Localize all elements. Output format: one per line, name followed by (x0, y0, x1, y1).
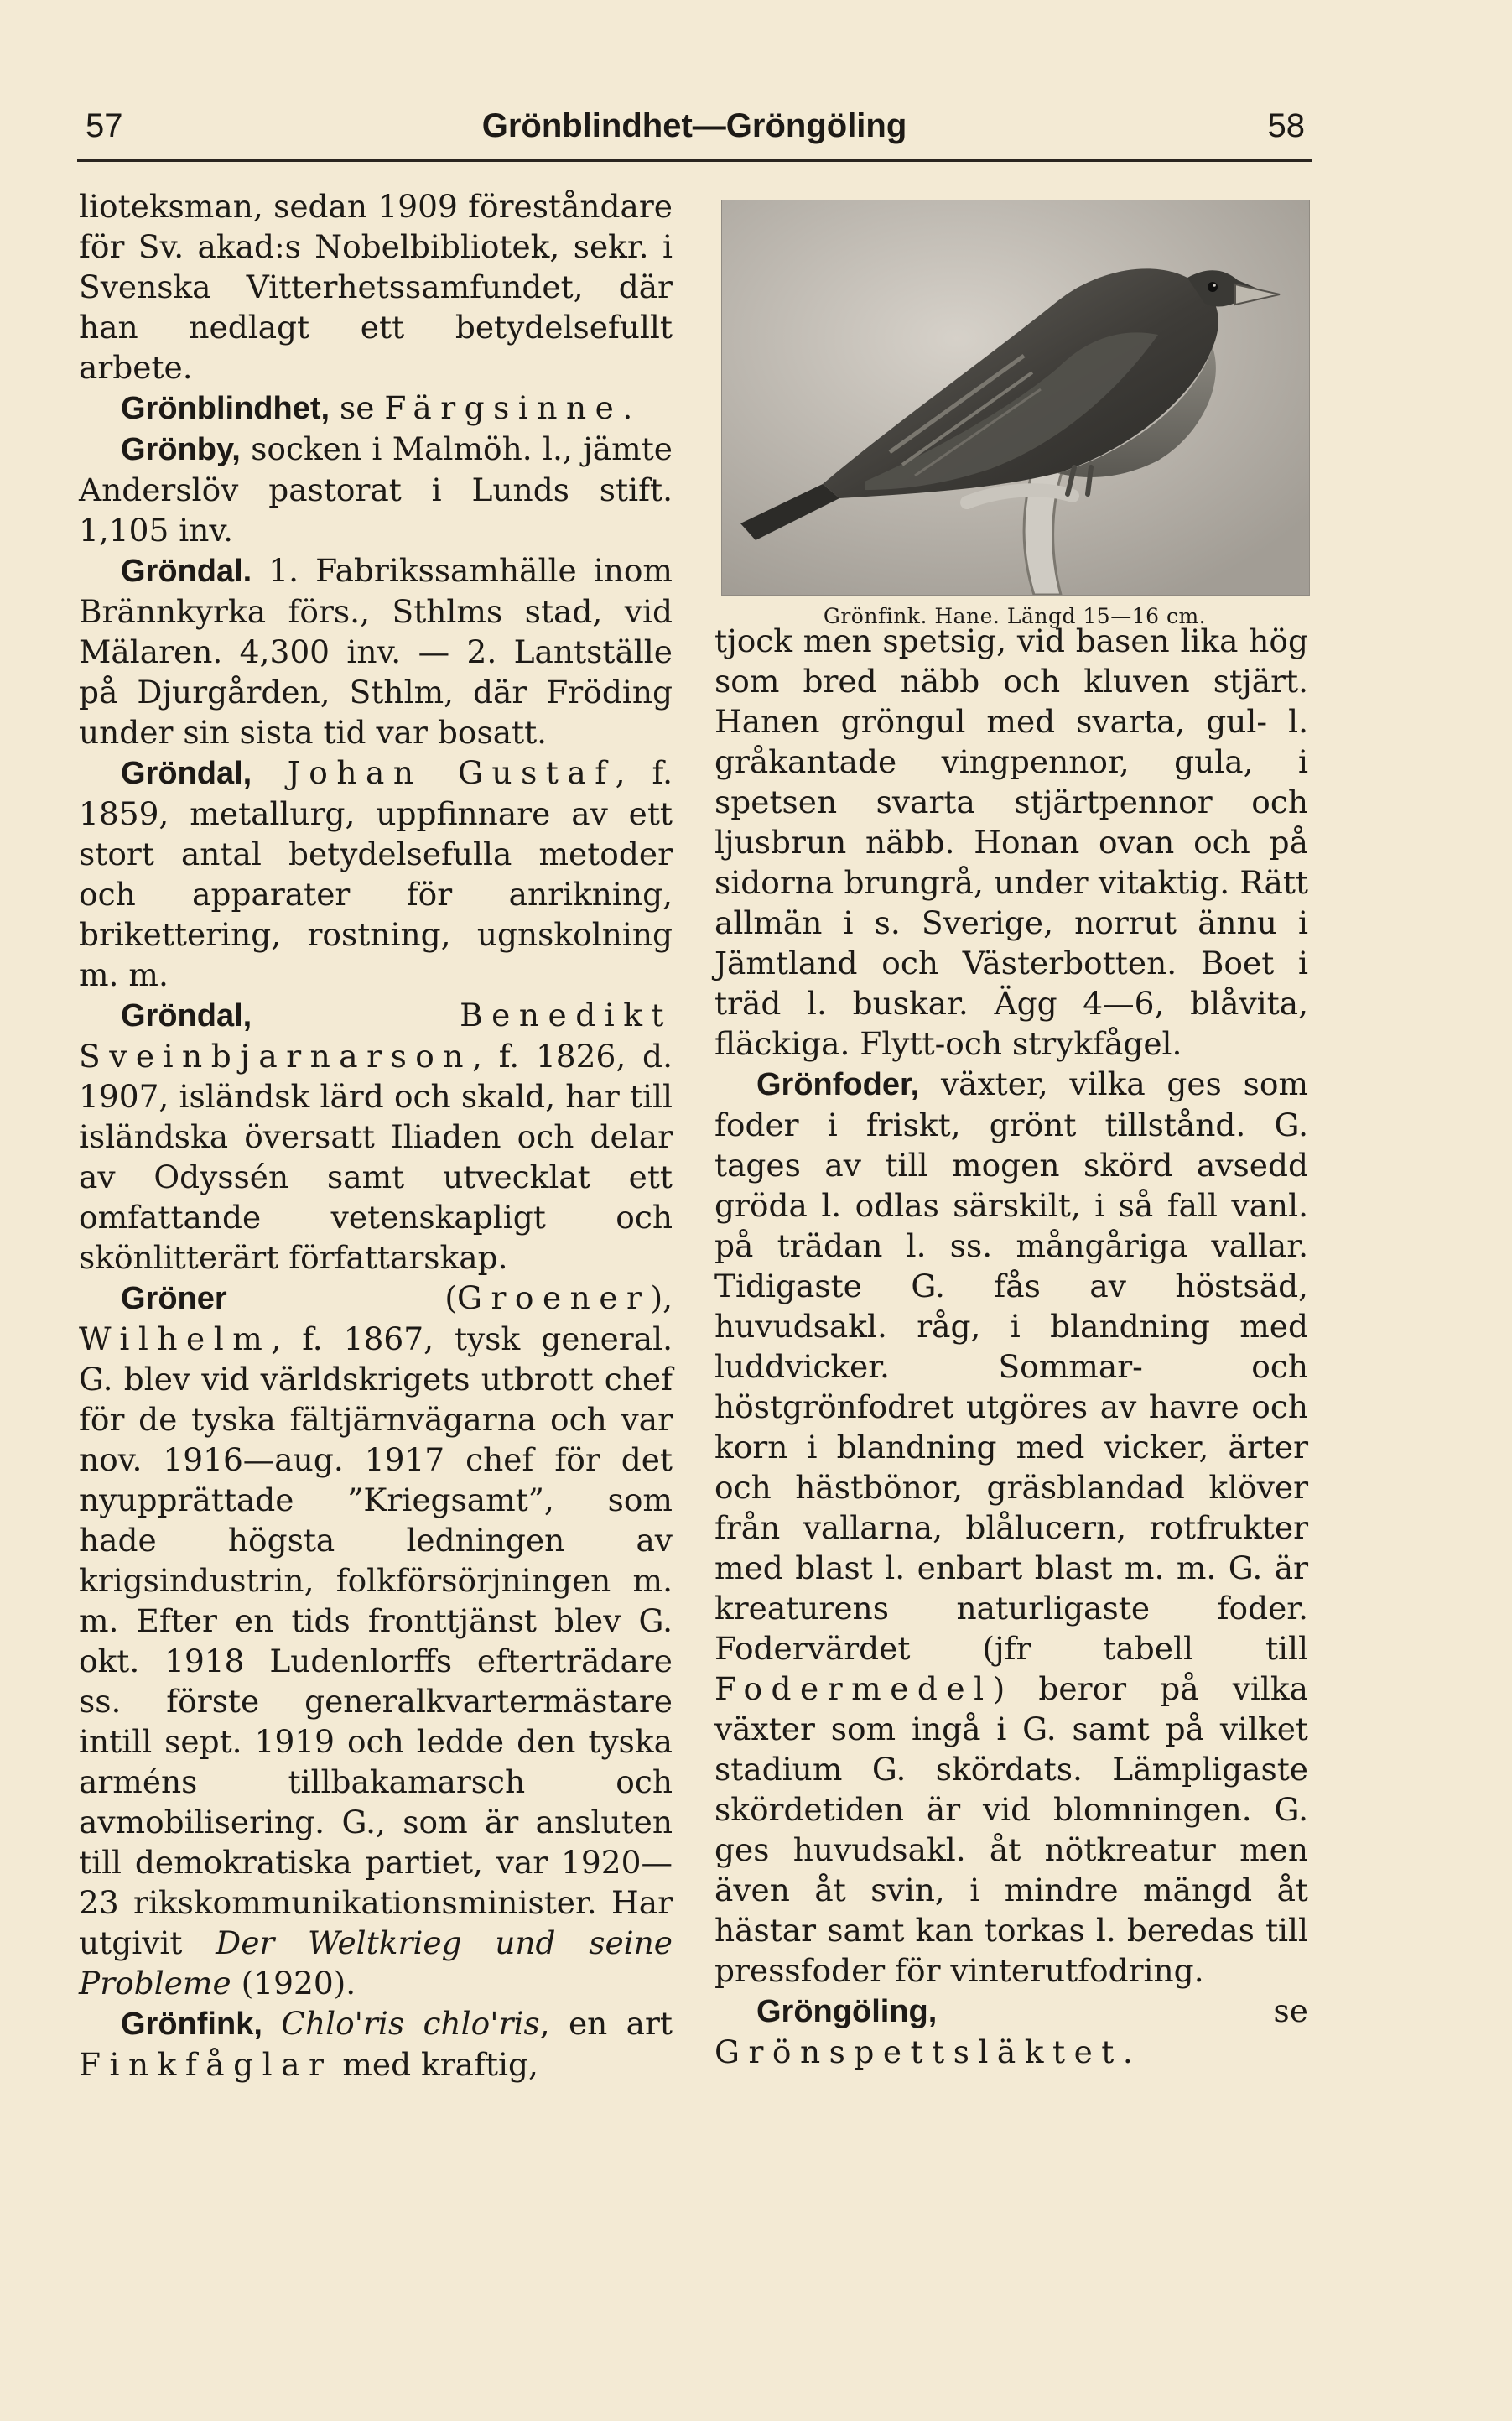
right-column (714, 621, 1308, 2072)
latin-name: Chlo'ris chlo'ris (281, 2005, 540, 2042)
figure-caption: Grönfink. Hane. Längd 15—16 cm. (823, 604, 1207, 628)
page-number-left: 57 (86, 107, 123, 144)
entry-text: , f. 1826, d. 1907, isländsk lärd och skald, har till isländska översatt Iliaden och delar av Odyssén samt utvecklat ett omfattande vetenskapligt och skönlitterärt författarskap. (79, 1038, 673, 1276)
left-column (79, 186, 673, 2085)
bird-figure (721, 200, 1308, 628)
entry-text: , en art (539, 2005, 673, 2042)
entry-continuation: lioteksman, sedan 1909 föreståndare för Sv. akad:s Nobelbibliotek, sekr. i Svenska Vitterhetssamfundet, där han nedlagt ett betydelsefullt arbete. (79, 188, 673, 386)
entry-text: se (937, 1992, 1308, 2029)
entry-text: med kraftig, (332, 2046, 538, 2083)
cross-reference: Färgsinne (384, 389, 623, 426)
entry-text: se (330, 389, 385, 426)
entry-grondal-benedikt (79, 995, 673, 1278)
entry-text: . (622, 389, 633, 426)
entry-text (262, 2005, 281, 2042)
page-number-right: 58 (1267, 107, 1305, 144)
entry-gronfink (79, 2003, 673, 2085)
entry-text: (1920). (231, 1965, 356, 2002)
entry-groner (79, 1278, 673, 2003)
headword: Grönby, (121, 432, 241, 467)
entry-text: socken i Malmöh. l., jämte Anderslöv pastorat i Lunds stift. 1,105 inv. (79, 430, 673, 549)
page-header (77, 92, 1312, 156)
entry-text: , f. 1859, metallurg, uppfinnare av ett stort antal betydelsefulla metoder och apparater för anrikning, brikettering, rostning, ugnskolning m. m. (79, 754, 673, 993)
bird-photo-icon (721, 200, 1310, 596)
headword: Gröndal. (121, 554, 252, 589)
headword: Gröndal, (121, 998, 252, 1033)
header-rule (77, 159, 1312, 162)
entry-text: växter, vilka ges som foder i friskt, grönt tillstånd. G. tages av till mogen skörd avsedd gröda l. odlas särskilt, i så fall vanl. på trädan l. ss. mångåriga vallar. Tidigaste G. fås av höstsäd, huvudsakl. råg, i blandning med luddvicker. Sommar- och höstgrönfodret utgöres av havre och korn i blandning med vicker, ärter och hästbönor, gräsblandad klöver från vallarna, blålucern, rotfrukter med blast l. enbart blast m. m. G. är kreaturens naturligaste foder. Fodervärdet (jfr tabell till (714, 1065, 1308, 1667)
headword: Grönblindhet, (121, 391, 330, 426)
cross-reference: Finkfåglar (79, 2046, 333, 2083)
entry-grondal-place (79, 550, 673, 752)
headword: Grönfoder, (756, 1067, 920, 1102)
cross-reference: Grönspettsläktet (714, 2033, 1123, 2070)
entry-text: ), (650, 1279, 673, 1316)
entry-text: ) beror på vilka växter som ingå i G. samt på vilket stadium G. skördats. Lämpligaste skördetiden är vid blomningen. G. ges huvudsakl. åt nötkreatur men även åt svin, i mindre mängd åt hästar samt kan torkas l. beredas till pressfoder för vinterutfodring. (714, 1670, 1308, 1989)
person-name: Wilhelm (79, 1320, 272, 1357)
running-title: Grönblindhet—Gröngöling (481, 107, 907, 144)
entry-grongoling (714, 1991, 1308, 2072)
book-title: Der Weltkrieg und seine Probleme (79, 1924, 673, 2002)
entry-gronblindhet (79, 388, 673, 429)
entry-continuation: tjock men spetsig, vid basen lika hög som bred näbb och kluven stjärt. Hanen gröngul med svarta, gul- l. gråkantade vingpennor, gula, i spetsen svarta stjärtpennor och ljusbrun näbb. Honan ovan och på sidorna brungrå, under vitaktig. Rätt allmän i s. Sverige, norrut ännu i Jämtland och Västerbotten. Boet i träd l. buskar. Ägg 4—6, blåvita, fläckiga. Flytt-och strykfågel. (714, 622, 1308, 1062)
headword: Gröndal, (121, 756, 252, 791)
person-name: Benedikt Sveinbjarnarson (79, 997, 673, 1075)
headword: Gröner (121, 1281, 227, 1316)
headword: Gröngöling, (756, 1994, 938, 2029)
entry-gronby (79, 429, 673, 550)
entry-gronfoder (714, 1064, 1308, 1991)
entry-text: . (1122, 2033, 1133, 2070)
entry-text: , f. 1867, tysk general. G. blev vid världskrigets utbrott chef för de tyska fältjärnvägarna och var nov. 1916—aug. 1917 chef för det nyupprättade ”Kriegsamt”, som hade högsta ledningen av krigsindustrin, folkförsörjningen m. m. Efter en tids fronttjänst blev G. okt. 1918 Ludenlorffs efterträdare ss. förste generalkvartermästare intill sept. 1919 och ledde den tyska arméns tillbakamarsch och avmobilisering. G., som är ansluten till demokratiska partiet, var 1920—23 rikskommunikationsminister. Har utgivit (79, 1320, 673, 1961)
cross-reference: Fodermedel (714, 1670, 993, 1707)
greenfinch-illustration (722, 200, 1309, 595)
headword: Grönfink, (121, 2007, 262, 2042)
alt-spelling: Groener (457, 1279, 651, 1316)
person-name: Johan Gustaf (252, 754, 616, 791)
entry-text: ( (226, 1279, 458, 1316)
entry-grondal-johan (79, 752, 673, 995)
entry-text: 1. Fabrikssamhälle inom Brännkyrka förs., Sthlms stad, vid Mälaren. 4,300 inv. — 2. Lantställe på Djurgården, Sthlm, där Fröding under sin sista tid var bosatt. (79, 552, 673, 751)
